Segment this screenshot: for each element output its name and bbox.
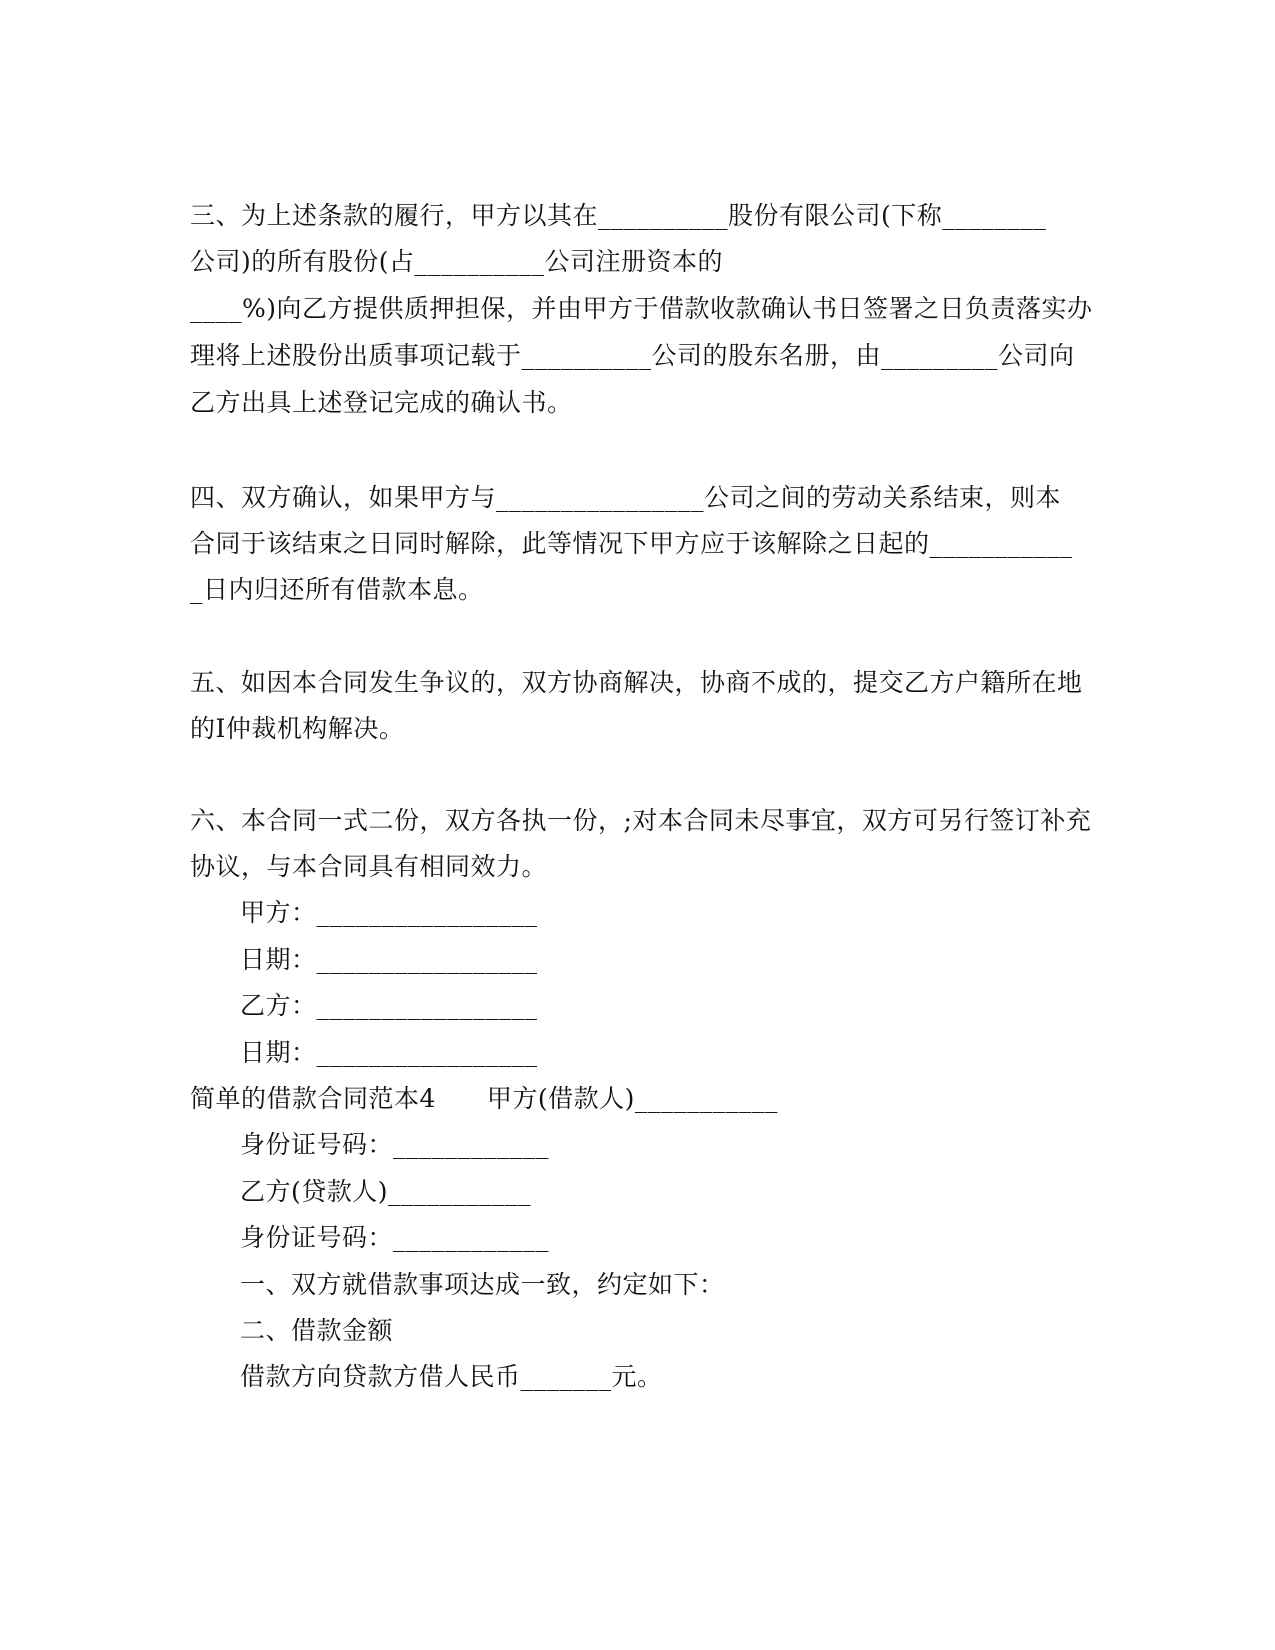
clause-5-line-1: 五、如因本合同发生争议的，双方协商解决，协商不成的，提交乙方户籍所在地 — [190, 668, 1083, 697]
agreement-item-2: 二、借款金额 — [240, 1316, 394, 1345]
clause-3-line-3: ____%)向乙方提供质押担保，并由甲方于借款收款确认书日签署之日负责落实办 — [190, 294, 1093, 323]
clause-6-line-2: 协议，与本合同具有相同效力。 — [190, 852, 548, 881]
clause-4-line-1: 四、双方确认，如果甲方与________________公司之间的劳动关系结束，则本 — [190, 483, 1062, 512]
agreement-item-1: 一、双方就借款事项达成一致，约定如下： — [240, 1270, 725, 1299]
clause-6-line-1: 六、本合同一式二份，双方各执一份，;对本合同未尽事宜，双方可另行签订补充 — [190, 806, 1092, 835]
party-b-signature: 乙方：_________________ — [240, 991, 538, 1020]
borrower-id-number: 身份证号码：____________ — [240, 1130, 550, 1159]
clause-5-line-2: 的I仲裁机构解决。 — [190, 714, 405, 743]
clause-4-line-3: _日内归还所有借款本息。 — [190, 575, 484, 604]
sample-4-heading: 简单的借款合同范本4 甲方(借款人)___________ — [190, 1084, 778, 1113]
party-a-signature: 甲方：_________________ — [240, 898, 538, 927]
clause-3-line-1: 三、为上述条款的履行，甲方以其在__________股份有限公司(下称________ — [190, 201, 1047, 230]
party-b-date: 日期：_________________ — [240, 1038, 538, 1067]
clause-4-line-2: 合同于该结束之日同时解除，此等情况下甲方应于该解除之日起的___________ — [190, 529, 1073, 558]
clause-3-line-4: 理将上述股份出质事项记载于__________公司的股东名册，由_________公司向 — [190, 341, 1075, 370]
party-a-date: 日期：_________________ — [240, 945, 538, 974]
lender-party: 乙方(贷款人)___________ — [240, 1177, 532, 1206]
clause-3-line-5: 乙方出具上述登记完成的确认书。 — [190, 388, 573, 417]
lender-id-number: 身份证号码：____________ — [240, 1223, 550, 1252]
loan-amount: 借款方向贷款方借人民币_______元。 — [240, 1362, 663, 1391]
clause-3-line-2: 公司)的所有股份(占__________公司注册资本的 — [190, 247, 724, 276]
